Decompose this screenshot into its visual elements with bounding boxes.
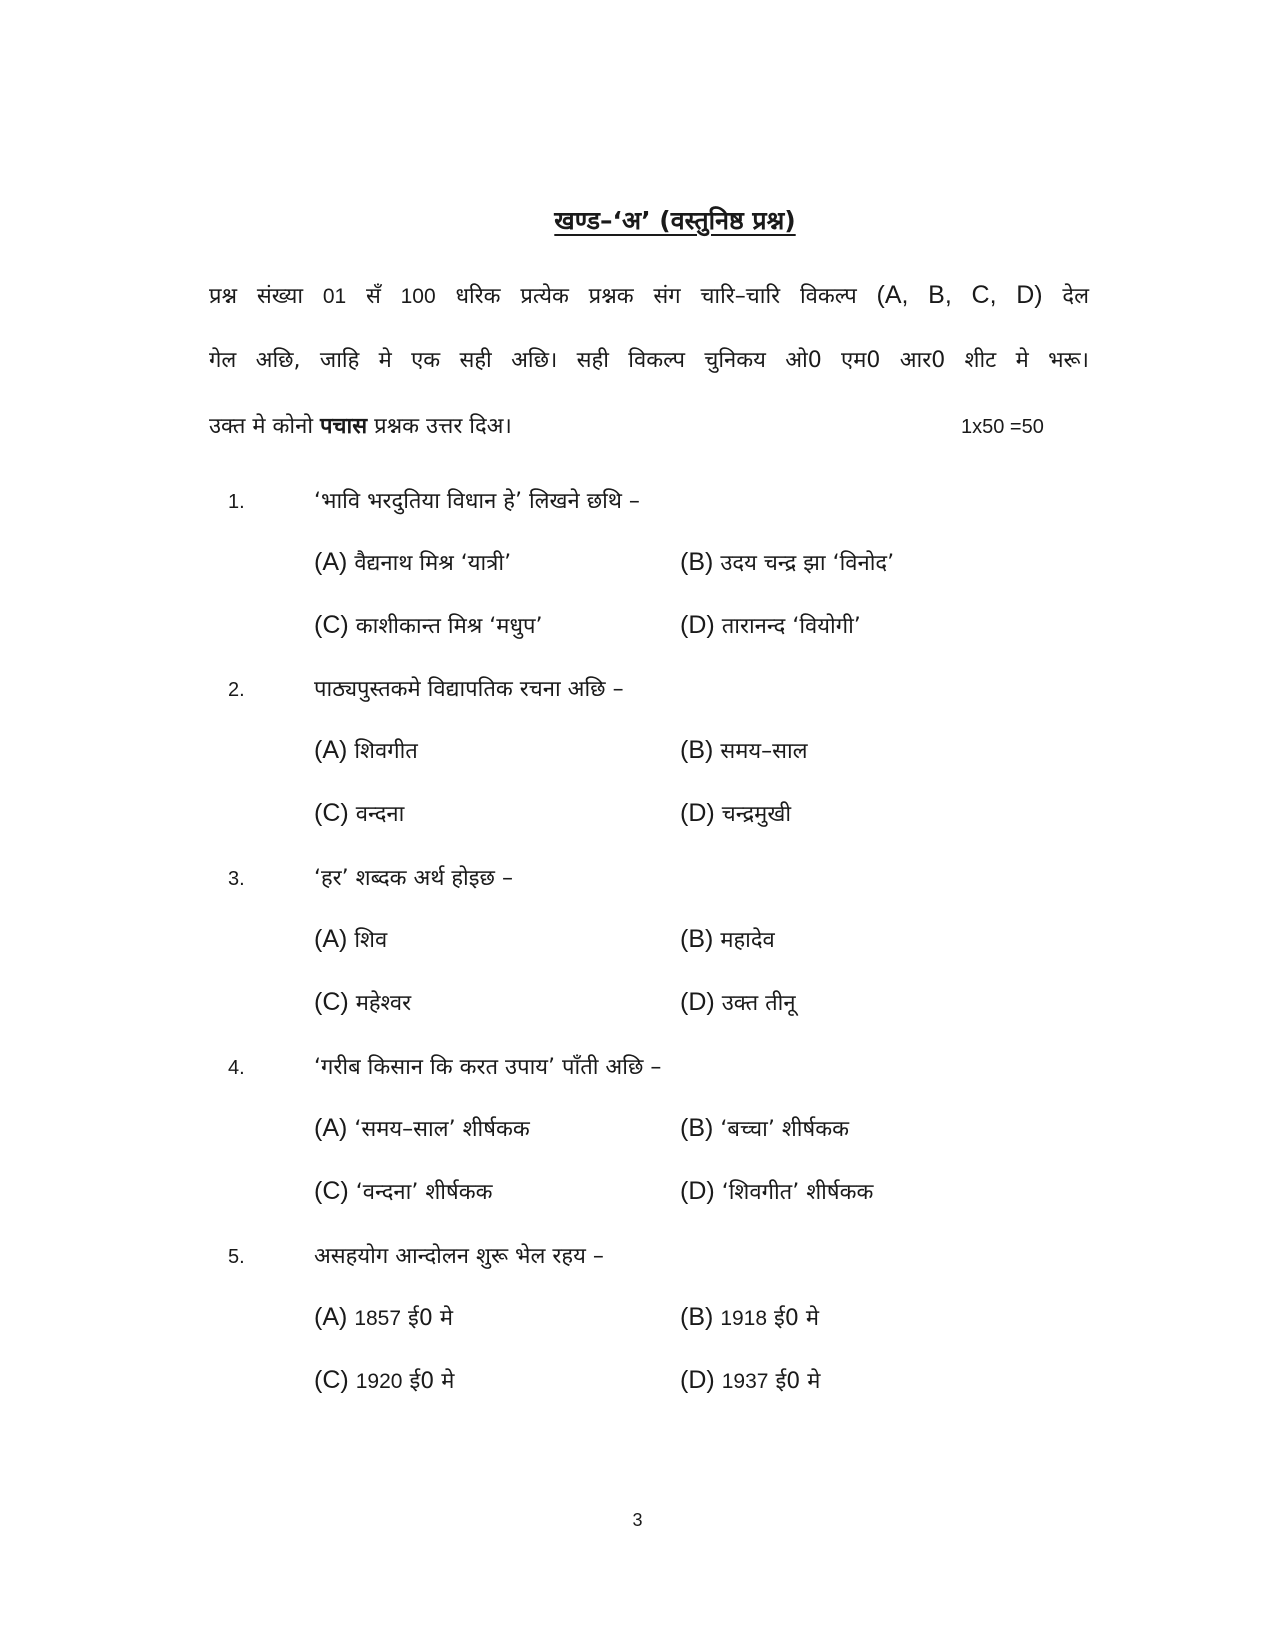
option-b: [680, 924, 775, 954]
option-d: [680, 610, 861, 640]
option-c: [314, 1176, 493, 1206]
option-letter: (C): [314, 1366, 349, 1394]
option-letter: (B): [680, 1114, 714, 1142]
instr-text: उक्त मे कोनो: [209, 414, 314, 439]
option-text: उक्त तीनू: [721, 991, 796, 1016]
instr-text: देल: [1062, 284, 1090, 309]
option-a: [314, 735, 418, 765]
option-d: [680, 798, 791, 828]
option-a: [314, 547, 511, 577]
option-text: ई0 मे: [774, 1306, 819, 1331]
question-text: ‘भावि भरदुतिया विधान हे’ लिखने छथि –: [314, 489, 640, 514]
option-letter: (D): [680, 1366, 715, 1394]
option-text: समय–साल: [720, 739, 808, 764]
option-letter: (A): [314, 925, 348, 953]
option-text: तारानन्द ‘वियोगी’: [721, 614, 861, 639]
option-letter: (C): [314, 611, 349, 639]
option-c: [314, 610, 542, 640]
question-number: 4.: [228, 1057, 245, 1079]
option-text: चन्द्रमुखी: [721, 802, 792, 827]
option-year: 1920: [355, 1370, 403, 1393]
option-letter: (D): [680, 988, 715, 1016]
option-text: शिवगीत: [354, 739, 418, 764]
option-c: [314, 798, 404, 828]
question-number: 5.: [228, 1246, 245, 1268]
option-text: महादेव: [720, 928, 775, 953]
option-text: उदय चन्द्र झा ‘विनोद’: [720, 551, 895, 576]
option-letter: (A): [314, 736, 348, 764]
question-number: 3.: [228, 868, 245, 890]
option-letter: (B): [680, 925, 714, 953]
option-letter: (C): [314, 1177, 349, 1205]
page-number: 3: [632, 1510, 643, 1530]
instr-bold: पचास: [320, 414, 368, 439]
option-letter: (D): [680, 1177, 715, 1205]
question-text: असहयोग आन्दोलन शुरू भेल रहय –: [314, 1244, 604, 1269]
question-text: ‘हर’ शब्दक अर्थ होइछ –: [314, 866, 513, 891]
instructions-line-3: [209, 394, 1089, 460]
instructions-line-1: [209, 262, 1089, 328]
option-letter: (A): [314, 548, 348, 576]
option-text: ई0 मे: [408, 1306, 453, 1331]
option-d: [680, 1365, 820, 1395]
option-text: ई0 मे: [409, 1369, 455, 1394]
marks: 1x50 =50: [961, 416, 1044, 438]
option-letter: (C): [314, 988, 349, 1016]
question-text: ‘गरीब किसान कि करत उपाय’ पाँती अछि –: [314, 1055, 662, 1080]
instr-options: (A, B, C, D): [876, 281, 1043, 309]
option-letter: (C): [314, 799, 349, 827]
option-text: ‘समय–साल’ शीर्षकक: [354, 1117, 530, 1142]
option-b: [680, 1113, 849, 1143]
question-number: 1.: [228, 491, 245, 513]
option-text: वन्दना: [355, 802, 405, 827]
option-text: काशीकान्त मिश्र ‘मधुप’: [355, 614, 543, 639]
option-letter: (A): [314, 1303, 348, 1331]
instr-text: प्रश्न संख्या: [209, 284, 304, 309]
option-text: ‘वन्दना’ शीर्षकक: [355, 1180, 493, 1205]
option-letter: (A): [314, 1114, 348, 1142]
option-text: महेश्वर: [355, 991, 412, 1016]
option-text: शिव: [354, 928, 388, 953]
instr-text: धरिक प्रत्येक प्रश्नक संग चारि–चारि विकल्प: [455, 284, 857, 309]
question-number: 2.: [228, 679, 245, 701]
option-letter: (D): [680, 611, 715, 639]
instr-text: प्रश्नक उत्तर दिअ।: [374, 414, 512, 439]
instr-number: 100: [400, 285, 436, 308]
option-a: [314, 924, 387, 954]
option-letter: (D): [680, 799, 715, 827]
option-c: [314, 987, 411, 1017]
option-b: [680, 547, 894, 577]
option-year: 1918: [720, 1307, 768, 1330]
option-text: ई0 मे: [775, 1369, 821, 1394]
option-d: [680, 987, 796, 1017]
instr-number: 01: [322, 285, 347, 308]
option-letter: (B): [680, 1303, 714, 1331]
option-year: 1857: [354, 1307, 402, 1330]
instr-text: सँ: [365, 284, 381, 309]
instructions-line-2: गेल अछि, जाहि मे एक सही अछि। सही विकल्प चुनिकय ओ0 एम0 आर0 शीट मे भरू।: [209, 348, 1089, 373]
section-title: खण्ड–‘अ’ (वस्तुनिष्ठ प्रश्न): [554, 206, 796, 235]
question-text: पाठ्यपुस्तकमे विद्यापतिक रचना अछि –: [314, 677, 624, 702]
option-letter: (B): [680, 736, 714, 764]
option-text: ‘शिवगीत’ शीर्षकक: [721, 1180, 874, 1205]
option-b: [680, 1302, 819, 1332]
instructions: [209, 262, 1089, 460]
option-text: वैद्यनाथ मिश्र ‘यात्री’: [354, 551, 512, 576]
option-a: [314, 1113, 530, 1143]
option-a: [314, 1302, 453, 1332]
option-d: [680, 1176, 873, 1206]
option-year: 1937: [721, 1370, 769, 1393]
option-text: ‘बच्चा’ शीर्षकक: [720, 1117, 849, 1142]
option-b: [680, 735, 808, 765]
option-c: [314, 1365, 454, 1395]
option-letter: (B): [680, 548, 714, 576]
